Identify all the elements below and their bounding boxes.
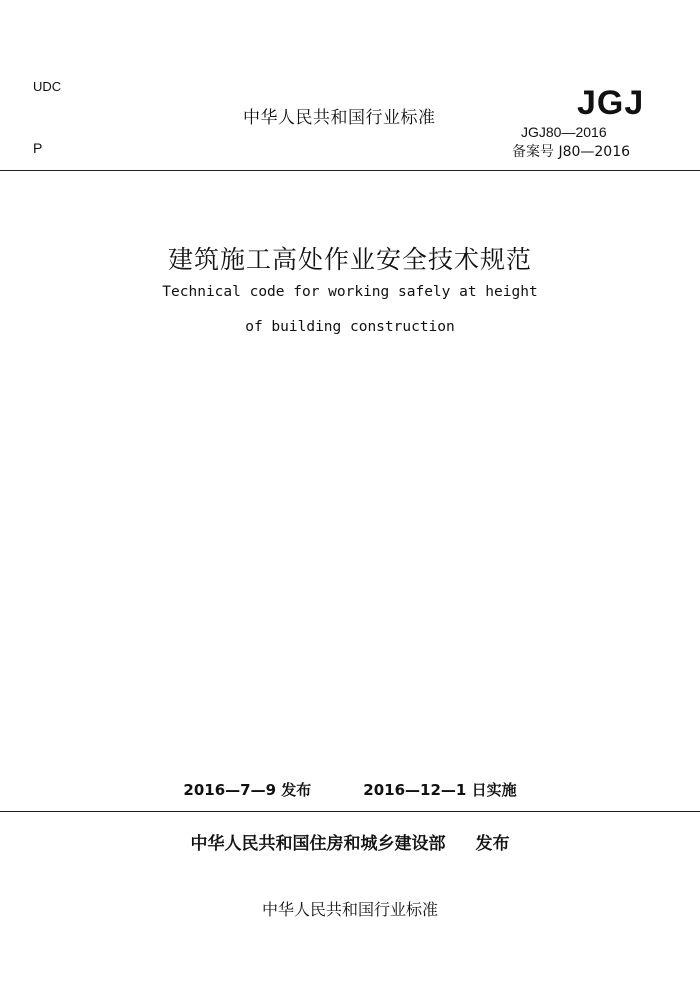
document-title-chinese: 建筑施工高处作业安全技术规范 [167,245,532,274]
udc-label: UDC [33,79,62,94]
record-number: 备案号 J80—2016 [512,144,631,160]
document-title-english-line1: Technical code for working safely at height [162,284,538,300]
publisher-name: 中华人民共和国住房和城乡建设部 [190,834,446,854]
footer-divider [0,811,700,812]
document-title-english-line2: of building construction [245,319,455,335]
publish-action: 发布 [475,834,510,854]
standard-code: JGJ80—2016 [521,124,607,140]
publisher-line [0,829,700,854]
standard-type-header: 中华人民共和国行业标准 [243,108,436,128]
effective-date: 2016—12—1 日实施 [363,781,517,799]
standard-type-footer: 中华人民共和国行业标准 [261,900,438,919]
date-line [0,779,700,800]
p-label: P [33,140,43,156]
jgj-logo: JGJ [577,84,645,122]
header-divider [0,170,700,171]
issue-date: 2016—7—9 发布 [183,781,312,799]
